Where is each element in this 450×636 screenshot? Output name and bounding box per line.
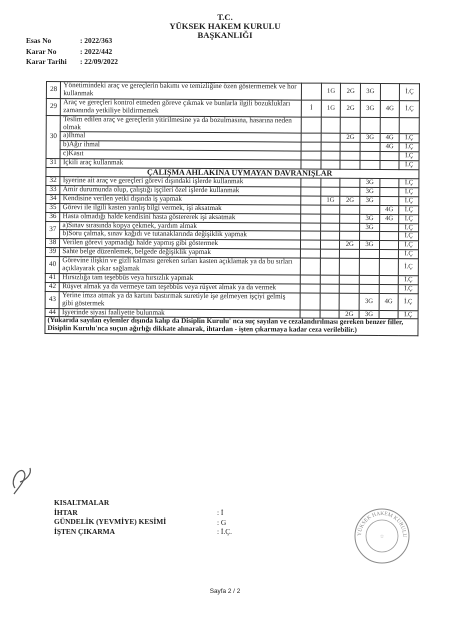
penalty-cell — [379, 284, 399, 293]
penalty-cell: 3G — [360, 134, 380, 143]
row-number: 34 — [46, 194, 61, 203]
penalty-cell — [340, 214, 360, 223]
penalty-cell: 2G — [340, 196, 360, 205]
penalty-cell: 2G — [341, 83, 361, 100]
penalty-cell: 3G — [360, 196, 380, 205]
header-presidency: BAŞKANLIĞI — [197, 30, 253, 40]
penalty-cell — [340, 293, 360, 310]
penalty-cell — [301, 151, 321, 160]
penalty-cell — [301, 142, 321, 151]
abbr-daily-cut-value: : G — [217, 517, 227, 527]
penalty-cell: İ.Ç — [398, 293, 418, 310]
penalty-cell — [301, 214, 321, 223]
penalty-cell: İ.Ç — [399, 143, 419, 152]
penalty-cell: 2G — [341, 134, 361, 143]
penalty-cell — [340, 205, 360, 214]
subrow-description: c)Kasıt — [60, 150, 301, 160]
penalty-cell — [321, 151, 341, 160]
abbreviation-values — [217, 508, 232, 537]
penalty-cell — [340, 250, 360, 259]
penalty-cell: İ.Ç — [399, 250, 419, 259]
penalty-cell — [340, 187, 360, 196]
row-number: 28 — [46, 82, 61, 99]
header-board: YÜKSEK HAKEM KURULU — [169, 21, 281, 31]
penalty-cell — [379, 223, 399, 232]
penalty-cell — [340, 178, 360, 187]
penalty-cell: İ.Ç — [399, 276, 419, 285]
penalty-cell: İ.Ç — [399, 205, 419, 214]
penalty-cell: İ.Ç — [399, 259, 419, 276]
penalty-cell: 3G — [359, 310, 379, 319]
penalty-cell: İ.Ç — [399, 241, 419, 250]
row-number: 30 — [46, 115, 61, 159]
penalty-cell: İ.Ç — [400, 84, 420, 101]
abbr-dismissal-value: : İ.Ç. — [217, 527, 232, 537]
section-heading: ÇALIŞMA AHLAKINA UYMAYAN DAVRANIŞLAR — [60, 168, 419, 179]
row-description: Sahte belge düzenlemek, belgede değişiklik yapmak — [60, 248, 301, 258]
penalty-cell — [340, 232, 360, 241]
meta-value: : 2022/363 — [80, 36, 113, 45]
penalty-cell — [321, 187, 341, 196]
penalty-cell: 4G — [379, 293, 399, 310]
case-meta — [26, 36, 118, 68]
abbreviations — [54, 498, 166, 536]
meta-value: : 2022/442 — [80, 46, 113, 56]
penalty-cell — [340, 223, 360, 232]
note-row — [45, 317, 418, 336]
penalty-cell — [399, 117, 419, 134]
subrow-description: b)Ağır ihmal — [61, 141, 302, 151]
penalty-cell — [301, 117, 321, 134]
penalty-cell — [341, 117, 361, 134]
penalty-cell — [379, 241, 399, 250]
penalty-cell — [380, 179, 400, 188]
penalty-cell — [320, 258, 340, 275]
row-number: 33 — [46, 185, 61, 194]
penalty-cell: İ.Ç — [399, 152, 419, 161]
svg-text:YÜKSEK HAKEM KURULU: YÜKSEK HAKEM KURULU — [356, 510, 408, 538]
row-description: Kendisine verilen yetki dışında iş yapmak — [60, 194, 301, 204]
penalty-cell — [340, 160, 360, 169]
row-description: Teslim edilen araç ve gereçlerin yitirilmesine ya da bozulmasına, hasarına neden olmak — [61, 115, 302, 133]
row-number: 31 — [46, 159, 61, 168]
row-description: Hırsızlığa tam teşebbüs veya hırsızlık yapmak — [60, 274, 301, 284]
meta-label: Karar No — [26, 46, 57, 56]
row-description: Hasta olmadığı halde kendisini hasta göstererek işi aksatmak — [60, 212, 301, 222]
penalty-cell — [301, 205, 321, 214]
penalty-cell — [379, 232, 399, 241]
row-number: 42 — [45, 282, 60, 291]
row-description: a)Sınav sırasında kopya çekmek, yardım almak — [60, 221, 301, 231]
row-number: 38 — [45, 239, 60, 248]
penalty-cell — [340, 258, 360, 275]
row-number: 37 — [46, 221, 61, 239]
penalty-cell — [320, 240, 340, 249]
penalty-cell — [320, 223, 340, 232]
row-description: Verilen görevi yapmadığı halde yapmış gibi göstermek — [60, 239, 301, 249]
penalty-cell: İ.Ç — [399, 134, 419, 143]
penalty-cell — [360, 117, 380, 134]
penalty-cell — [360, 205, 380, 214]
row-description: İçkili araç kullanmak — [60, 159, 301, 169]
row-description: İşyerinde siyasi faaliyette bulunmak — [60, 308, 301, 318]
penalty-cell — [321, 205, 341, 214]
penalty-cell — [379, 250, 399, 259]
meta-label: Karar Tarihi — [26, 57, 67, 66]
penalty-cell — [380, 84, 400, 101]
penalty-cell: 4G — [379, 214, 399, 223]
penalty-cell: 4G — [380, 143, 400, 152]
page-footer: Sayfa 2 / 2 — [209, 588, 241, 595]
penalty-cell — [321, 178, 341, 187]
penalty-cell: 3G — [360, 223, 380, 232]
penalty-cell — [341, 143, 361, 152]
penalty-cell — [301, 133, 321, 142]
signature-mark — [6, 458, 40, 498]
penalty-cell: İ.Ç — [398, 310, 418, 319]
meta-value: : 22/09/2022 — [80, 57, 118, 66]
row-description: Görevine ilişkin ve gizli kalması gereken sırları kasten açıklamak ya da bu sırları açıklayarak çıkar sağlamak — [60, 257, 301, 275]
penalty-cell: İ.Ç — [399, 223, 419, 232]
row-number: 44 — [45, 308, 60, 317]
row-description: Amir durumunda olup, çalıştığı işçileri özel işlerde kullanmak — [60, 185, 301, 195]
penalty-cell — [300, 293, 320, 310]
penalty-cell: 3G — [360, 214, 380, 223]
penalty-cell — [320, 232, 340, 241]
penalty-cell: İ.Ç — [399, 285, 419, 294]
subrow-description: b)Soru çalmak, sınav kağıdı ve tutanaklarında değişiklik yapmak — [60, 230, 301, 240]
row-number: 29 — [46, 98, 61, 115]
penalty-cell — [360, 143, 380, 152]
row-number: 32 — [46, 176, 61, 185]
row-number: 39 — [45, 248, 60, 257]
meta-row-case — [26, 36, 118, 47]
penalty-cell — [340, 152, 360, 161]
penalty-cell — [379, 187, 399, 196]
penalty-cell — [379, 259, 399, 276]
penalty-cell — [320, 214, 340, 223]
penalty-cell: İ.Ç — [399, 196, 419, 205]
row-description: Görevi ile ilgili kasten yanlış bilgi vermek, işi aksatmak — [60, 203, 301, 213]
penalty-cell: 3G — [360, 83, 380, 100]
penalty-cell: 1G — [321, 83, 341, 100]
penalty-cell — [320, 275, 340, 284]
note-text: (Yukarıda sayılan eylemler dışında kalıp da Disiplin Kurulu' nca suç sayılan ve cezalandırılması gereken benzer filler, Disiplin Kurulu'nca suçun ağırlığı dikkate alınarak, ihtardan - işten çıkarmaya kadar ceza verilebilir.) — [45, 317, 418, 336]
penalty-cell — [301, 223, 321, 232]
row-description: Yerine imza atmak ya da kartını bastırmak suretiyle işe gelmeyen işçiyi gelmiş gibi göstermek — [60, 291, 301, 309]
penalty-cell: 3G — [360, 241, 380, 250]
penalty-cell: 1G — [321, 196, 341, 205]
penalty-cell — [320, 249, 340, 258]
penalty-cell: 3G — [359, 293, 379, 310]
penalty-cell: 1G — [321, 100, 341, 117]
penalty-cell: 2G — [340, 241, 360, 250]
penalty-cell — [320, 293, 340, 310]
penalty-cell — [379, 275, 399, 284]
penalty-cell — [301, 240, 321, 249]
penalty-cell: İ — [301, 100, 321, 117]
penalty-cell: İ.Ç — [399, 161, 419, 170]
penalty-cell — [301, 258, 321, 275]
abbr-daily-cut: GÜNDELİK (YEVMİYE) KESİMİ — [54, 517, 167, 527]
penalty-cell — [360, 152, 380, 161]
penalty-cell — [320, 284, 340, 293]
row-description: Rüşvet almak ya da vermeye tam teşebbüs veya rüşvet almak ya da vermek — [60, 282, 301, 292]
row-description: Yönetimindeki araç ve gereçlerin bakımı ve temizliğine özen göstermemek ve hor kullanmak — [61, 82, 302, 100]
penalty-cell: 3G — [360, 100, 380, 117]
meta-row-decision — [26, 47, 118, 58]
penalty-cell — [321, 117, 341, 134]
penalty-cell — [380, 161, 400, 170]
penalty-cell: İ.Ç — [399, 188, 419, 197]
abbr-dismissal: İŞTEN ÇIKARMA — [54, 526, 115, 536]
penalty-cell: 4G — [380, 134, 400, 143]
penalty-cell — [301, 249, 321, 258]
penalty-cell — [301, 196, 321, 205]
penalty-cell — [359, 275, 379, 284]
penalty-cell — [380, 117, 400, 134]
penalty-cell — [301, 178, 321, 187]
penalty-cell — [359, 259, 379, 276]
penalty-cell: İ.Ç — [399, 214, 419, 223]
penalty-cell — [359, 250, 379, 259]
row-number: 43 — [45, 291, 60, 308]
row-number: 35 — [46, 203, 61, 212]
penalty-cell — [340, 275, 360, 284]
row-number: 40 — [45, 257, 60, 274]
meta-label: Esas No — [26, 36, 52, 45]
row-description: İşyerine ait araç ve gereçleri görevi dışındaki işlerde kullanmak — [60, 177, 301, 187]
penalty-cell — [300, 275, 320, 284]
penalty-cell: 2G — [341, 100, 361, 117]
penalty-cell — [360, 161, 380, 170]
penalty-cell: İ.Ç — [400, 100, 420, 117]
penalty-cell: 3G — [360, 178, 380, 187]
header-tc: T.C. — [217, 12, 233, 22]
penalty-cell: 2G — [339, 310, 359, 319]
subrow-description: a)İhmal — [61, 132, 302, 142]
penalty-cell: 4G — [379, 205, 399, 214]
penalty-cell: 3G — [360, 187, 380, 196]
penalty-cell — [379, 196, 399, 205]
abbreviations-title: KISALTMALAR — [54, 498, 110, 507]
penalty-cell — [340, 284, 360, 293]
penalty-cell — [302, 83, 322, 100]
svg-text:☆: ☆ — [379, 535, 385, 540]
penalty-cell — [321, 143, 341, 152]
penalty-cell: İ.Ç — [399, 232, 419, 241]
meta-row-date — [26, 57, 118, 68]
penalty-cell: 4G — [380, 100, 400, 117]
penalty-cell — [359, 284, 379, 293]
abbr-warning-value: : İ — [217, 508, 224, 517]
penalty-cell — [360, 232, 380, 241]
penalty-cell: İ.Ç — [399, 179, 419, 188]
penalty-cell — [301, 231, 321, 240]
penalty-cell — [300, 284, 320, 293]
penalty-cell — [321, 134, 341, 143]
official-seal — [352, 506, 412, 566]
penalty-cell — [380, 152, 400, 161]
penalty-cell — [301, 187, 321, 196]
row-number: 36 — [46, 212, 61, 221]
abbr-warning: İHTAR — [54, 507, 78, 517]
row-description: Araç ve gereçleri kontrol etmeden göreve çıkmak ve bunlarla ilgili bozuklukları zamanında yetkiliye bildirmemek — [61, 98, 302, 116]
penalty-table — [44, 81, 420, 337]
row-number: 41 — [45, 273, 60, 282]
